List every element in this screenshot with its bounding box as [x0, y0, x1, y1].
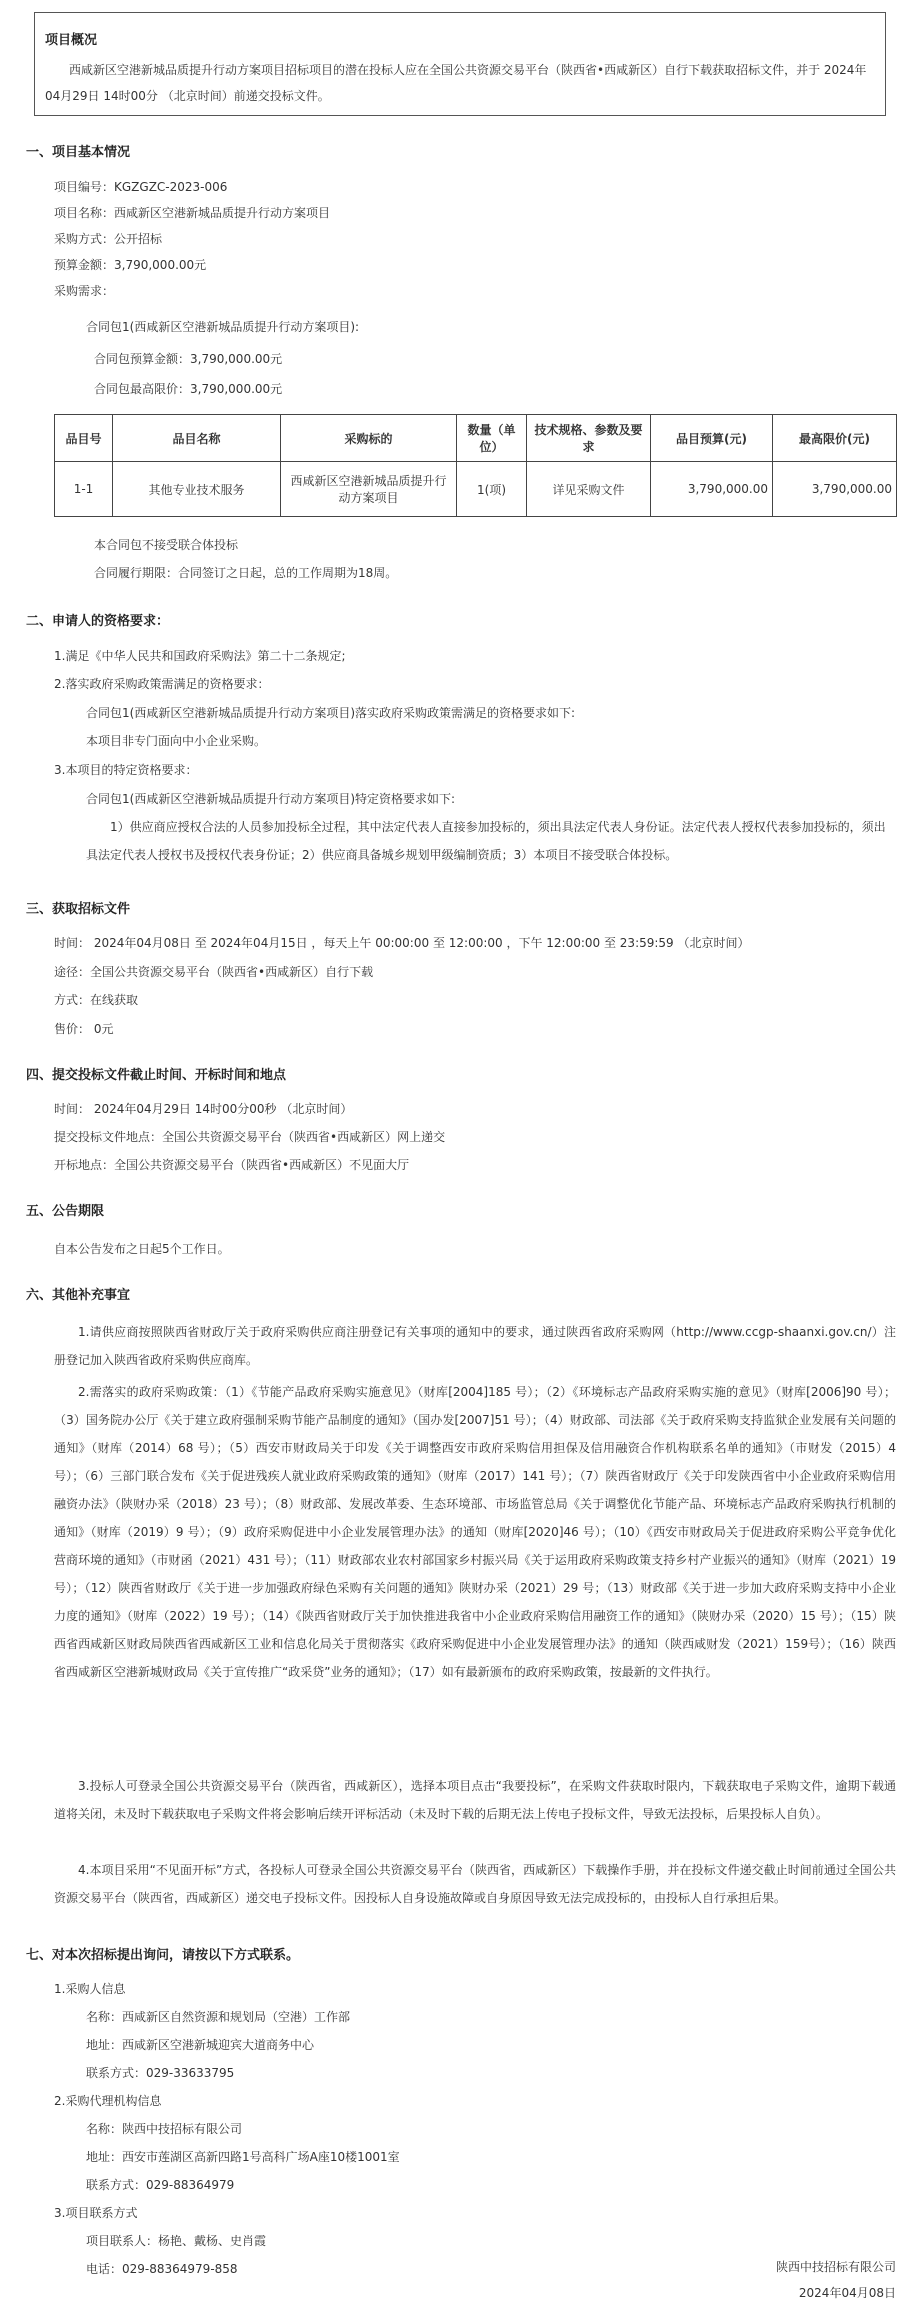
obtain-mode: 方式：在线获取	[54, 993, 139, 1007]
contract-package: 合同包1(西咸新区空港新城品质提升行动方案项目):	[86, 320, 360, 334]
overview-title: 项目概况	[45, 33, 98, 48]
obtain-time: 时间： 2024年04月08日 至 2024年04月15日 ，每天上午 00:00:00 至 12:00:00 ，下午 12:00:00 至 23:59:59 （北京时间）	[54, 936, 750, 950]
opening-location: 开标地点：全国公共资源交易平台（陕西省•西咸新区）不见面大厅	[54, 1158, 410, 1172]
obtain-way: 途径：全国公共资源交易平台（陕西省•西咸新区）自行下载	[54, 965, 374, 979]
submit-location: 提交投标文件地点：全国公共资源交易平台（陕西省•西咸新区）网上递交	[54, 1130, 446, 1144]
section1-heading: 一、项目基本情况	[26, 145, 131, 160]
agency-name: 名称：陕西中技招标有限公司	[86, 2122, 243, 2136]
qualification-2-pkg: 合同包1(西咸新区空港新城品质提升行动方案项目)落实政府采购政策需满足的资格要求如下:	[86, 706, 576, 720]
package-budget: 合同包预算金额：3,790,000.00元	[94, 352, 283, 366]
cell-item-budget: 3,790,000.00	[651, 462, 773, 517]
deadline-time: 时间： 2024年04月29日 14时00分00秒 （北京时间）	[54, 1102, 353, 1116]
cell-subject: 西咸新区空港新城品质提升行动方案项目	[281, 462, 457, 517]
supplement-1: 1.请供应商按照陕西省财政厅关于政府采购供应商注册登记有关事项的通知中的要求，通过陕西省政府采购网（http://www.ccgp-shaanxi.gov.cn/）注册登记加入陕西省政府采购供应商库。	[54, 1325, 896, 1367]
overview-text: 西咸新区空港新城品质提升行动方案项目招标项目的潜在投标人应在全国公共资源交易平台（陕西省•西咸新区）自行下载获取招标文件，并于 2024年04月29日 14时00分 （北京时间）前递交投标文件。	[45, 63, 867, 103]
col-spec: 技术规格、参数及要求	[527, 415, 651, 462]
footer-org: 陕西中技招标有限公司	[775, 2260, 896, 2274]
table-header-row	[55, 415, 897, 462]
supplement-2: 2.需落实的政府采购政策：（1）《节能产品政府采购实施意见》（财库[2004]185 号）；（2）《环境标志产品政府采购实施的意见》（财库[2006]90 号）；（3）国务院办公厅《关于建立政府强制采购节能产品制度的通知》（国办发[2007]51 号）；（4）财政部、司法部《关于政府采购支持监狱企业发展有关问题的通知》（财库（2014）68 号）；（5）西安市财政局关于印发《关于调整西安市政府采购信用担保及信用融资合作机构联系名单的通知》（市财发（2015）4 号）；（6）三部门联合发布《关于促进残疾人就业政府采购政策的通知》（财库（2017）141 号）；（7）陕西省财政厅《关于印发陕西省中小企业政府采购信用融资办法》（陕财办采（2018）23 号）；（8）财政部、发展改革委、生态环境部、市场监管总局《关于调整优化节能产品、环境标志产品政府采购执行机制的通知》（财库（2019）9 号）；（9）政府采购促进中小企业发展管理办法》的通知（财库[2020]46 号）；（10）《西安市财政局关于促进政府采购公平竞争优化营商环境的通知》（市财函（2021）431 号）；（11）财政部农业农村部国家乡村振兴局《关于运用政府采购政策支持乡村产业振兴的通知》（财库（2021）19 号）；（12）陕西省财政厅《关于进一步加强政府绿色采购有关问题的通知》陕财办采（2021）29 号；（13）财政部《关于进一步加大政府采购支持中小企业力度的通知》（财库（2022）19 号）；（14）《陕西省财政厅关于加快推进我省中小企业政府采购信用融资工作的通知》（陕财办采（2020）15 号）；（15）陕西省西咸新区财政局陕西省西咸新区工业和信息化局关于贯彻落实《政府采购促进中小企业发展管理办法》的通知（陕西咸财发（2021）159号）；（16）陕西省西咸新区空港新城财政局《关于宣传推广“政采贷”业务的通知》；（17）如有最新颁布的政府采购政策，按最新的文件执行。	[54, 1385, 896, 1679]
cell-spec: 详见采购文件	[527, 462, 651, 517]
project-contacts: 项目联系人：杨艳、戴杨、史肖霞	[86, 2234, 267, 2248]
purchaser-address: 地址：西咸新区空港新城迎宾大道商务中心	[86, 2038, 315, 2052]
procurement-need: 采购需求：	[54, 284, 115, 298]
section2-heading: 二、申请人的资格要求：	[26, 614, 170, 629]
supplement-3: 3.投标人可登录全国公共资源交易平台（陕西省，西咸新区），选择本项目点击“我要投标”，在采购文件获取时限内，下载获取电子采购文件，逾期下载通道将关闭，未及时下载获取电子采购文件将会影响后续开评标活动（未及时下载的后期无法上传电子投标文件，导致无法投标，后果投标人自负）。	[54, 1779, 896, 1821]
col-item-name: 品目名称	[113, 415, 281, 462]
project-contact-info: 3.项目联系方式	[54, 2206, 138, 2220]
agency-contact: 联系方式：029-88364979	[86, 2178, 235, 2192]
qualification-3-pkg: 合同包1(西咸新区空港新城品质提升行动方案项目)特定资格要求如下:	[86, 792, 456, 806]
col-item-budget: 品目预算(元)	[651, 415, 773, 462]
qualification-3-detail: 1）供应商应授权合法的人员参加投标全过程，其中法定代表人直接参加投标的，须出具法定代表人身份证。法定代表人授权代表参加投标的，须出具法定代表人授权书及授权代表身份证；2）供应商具备城乡规划甲级编制资质；3）本项目不接受联合体投标。	[86, 820, 886, 862]
qualification-3: 3.本项目的特定资格要求：	[54, 763, 198, 777]
obtain-price: 售价： 0元	[54, 1022, 114, 1036]
section3-heading: 三、获取招标文件	[26, 902, 131, 917]
contract-period: 合同履行期限：合同签订之日起，总的工作周期为18周。	[94, 566, 398, 580]
purchaser-name: 名称：西咸新区自然资源和规划局（空港）工作部	[86, 2010, 351, 2024]
qualification-2: 2.落实政府采购政策需满足的资格要求：	[54, 677, 270, 691]
qualification-2-note: 本项目非专门面向中小企业采购。	[86, 734, 267, 748]
items-table	[54, 414, 897, 517]
col-subject: 采购标的	[281, 415, 457, 462]
qualification-1: 1.满足《中华人民共和国政府采购法》第二十二条规定;	[54, 649, 346, 663]
cell-item-no: 1-1	[55, 462, 113, 517]
package-max-price: 合同包最高限价：3,790,000.00元	[94, 382, 283, 396]
project-name: 项目名称：西咸新区空港新城品质提升行动方案项目	[54, 206, 331, 220]
cell-item-name: 其他专业技术服务	[113, 462, 281, 517]
cell-max-price: 3,790,000.00	[773, 462, 897, 517]
col-max-price: 最高限价(元)	[773, 415, 897, 462]
section7-heading: 七、对本次招标提出询问，请按以下方式联系。	[26, 1948, 300, 1963]
section6-heading: 六、其他补充事宜	[26, 1288, 131, 1303]
agency-info: 2.采购代理机构信息	[54, 2094, 162, 2108]
col-item-no: 品目号	[55, 415, 113, 462]
purchaser-contact: 联系方式：029-33633795	[86, 2066, 235, 2080]
footer-date: 2024年04月08日	[798, 2286, 896, 2300]
project-overview-box	[34, 12, 886, 116]
project-phone: 电话：029-88364979-858	[86, 2262, 238, 2276]
project-number: 项目编号：KGZGZC-2023-006	[54, 180, 228, 194]
agency-address: 地址：西安市莲湖区高新四路1号高科广场A座10楼1001室	[86, 2150, 400, 2164]
cell-quantity: 1(项)	[457, 462, 527, 517]
purchaser-info: 1.采购人信息	[54, 1982, 126, 1996]
section5-heading: 五、公告期限	[26, 1204, 105, 1219]
no-union-bid: 本合同包不接受联合体投标	[94, 538, 239, 552]
supplement-4: 4.本项目采用“不见面开标”方式，各投标人可登录全国公共资源交易平台（陕西省，西咸新区）下载操作手册，并在投标文件递交截止时间前通过全国公共资源交易平台（陕西省，西咸新区）递交电子投标文件。因投标人自身设施故障或自身原因导致无法完成投标的，由投标人自行承担后果。	[54, 1863, 896, 1905]
procurement-method: 采购方式：公开招标	[54, 232, 163, 246]
budget-amount: 预算金额：3,790,000.00元	[54, 258, 207, 272]
col-quantity: 数量（单位）	[457, 415, 527, 462]
section4-heading: 四、提交投标文件截止时间、开标时间和地点	[26, 1068, 287, 1083]
table-row	[55, 462, 897, 517]
notice-period: 自本公告发布之日起5个工作日。	[54, 1242, 230, 1256]
